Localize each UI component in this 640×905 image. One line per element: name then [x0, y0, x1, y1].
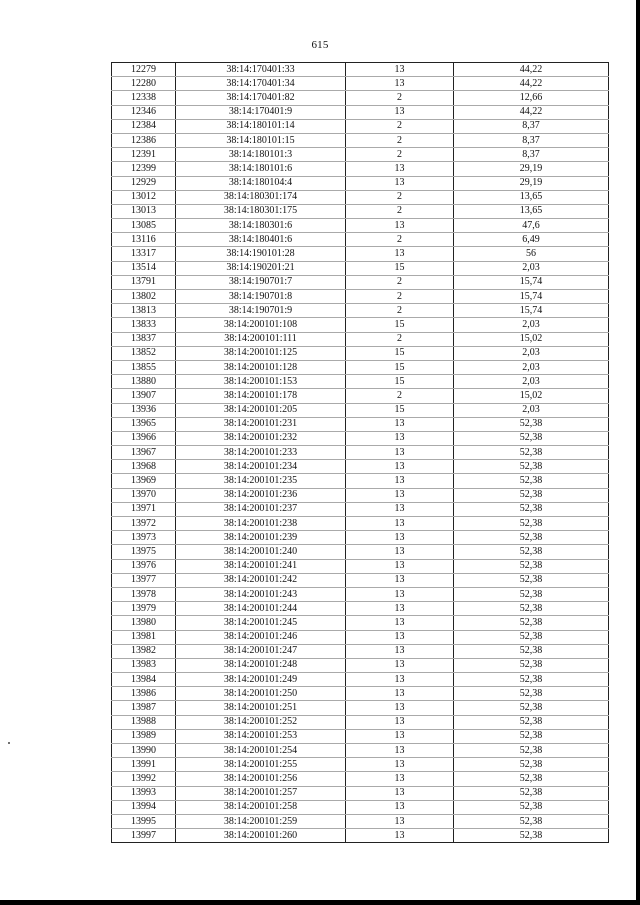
code-cell: 13	[346, 673, 454, 687]
row-number-cell: 13995	[112, 814, 176, 828]
cadastral-number-cell: 38:14:180101:6	[176, 162, 346, 176]
value-cell: 52,38	[454, 729, 609, 743]
table-row	[112, 190, 609, 204]
row-number-cell: 13802	[112, 290, 176, 304]
table-row	[112, 460, 609, 474]
code-cell: 2	[346, 290, 454, 304]
row-number-cell: 13085	[112, 219, 176, 233]
code-cell: 13	[346, 602, 454, 616]
code-cell: 13	[346, 630, 454, 644]
code-cell: 13	[346, 77, 454, 91]
value-cell: 52,38	[454, 630, 609, 644]
row-number-cell: 12346	[112, 105, 176, 119]
code-cell: 2	[346, 233, 454, 247]
value-cell: 15,74	[454, 290, 609, 304]
row-number-cell: 13971	[112, 502, 176, 516]
code-cell: 15	[346, 318, 454, 332]
value-cell: 52,38	[454, 829, 609, 843]
cadastral-number-cell: 38:14:200101:241	[176, 559, 346, 573]
row-number-cell: 13013	[112, 204, 176, 218]
table-row	[112, 758, 609, 772]
cadastral-number-cell: 38:14:200101:252	[176, 715, 346, 729]
value-cell: 44,22	[454, 63, 609, 77]
row-number-cell: 13982	[112, 644, 176, 658]
value-cell: 52,38	[454, 715, 609, 729]
value-cell: 6,49	[454, 233, 609, 247]
row-number-cell: 12386	[112, 133, 176, 147]
code-cell: 2	[346, 275, 454, 289]
code-cell: 2	[346, 133, 454, 147]
row-number-cell: 13936	[112, 403, 176, 417]
value-cell: 2,03	[454, 403, 609, 417]
cadastral-number-cell: 38:14:200101:250	[176, 687, 346, 701]
code-cell: 13	[346, 587, 454, 601]
table-row	[112, 63, 609, 77]
row-number-cell: 13852	[112, 346, 176, 360]
row-number-cell: 13116	[112, 233, 176, 247]
table-row	[112, 247, 609, 261]
table-row	[112, 148, 609, 162]
value-cell: 15,02	[454, 332, 609, 346]
value-cell: 15,74	[454, 304, 609, 318]
cadastral-number-cell: 38:14:200101:233	[176, 446, 346, 460]
code-cell: 13	[346, 644, 454, 658]
code-cell: 13	[346, 701, 454, 715]
value-cell: 52,38	[454, 673, 609, 687]
value-cell: 52,38	[454, 744, 609, 758]
value-cell: 2,03	[454, 318, 609, 332]
value-cell: 44,22	[454, 77, 609, 91]
scan-right-border	[636, 0, 640, 905]
row-number-cell: 13975	[112, 545, 176, 559]
row-number-cell: 12929	[112, 176, 176, 190]
table-row	[112, 800, 609, 814]
table-row	[112, 786, 609, 800]
code-cell: 13	[346, 247, 454, 261]
table-body	[112, 63, 609, 843]
row-number-cell: 13966	[112, 431, 176, 445]
cadastral-number-cell: 38:14:170401:9	[176, 105, 346, 119]
cadastral-number-cell: 38:14:200101:260	[176, 829, 346, 843]
code-cell: 13	[346, 559, 454, 573]
row-number-cell: 13987	[112, 701, 176, 715]
table-row	[112, 389, 609, 403]
table-row	[112, 261, 609, 275]
cadastral-number-cell: 38:14:180301:175	[176, 204, 346, 218]
value-cell: 52,38	[454, 616, 609, 630]
table-row	[112, 304, 609, 318]
cadastral-number-cell: 38:14:200101:240	[176, 545, 346, 559]
table-row	[112, 375, 609, 389]
row-number-cell: 13984	[112, 673, 176, 687]
cadastral-number-cell: 38:14:200101:245	[176, 616, 346, 630]
code-cell: 2	[346, 332, 454, 346]
table-row	[112, 162, 609, 176]
table-row	[112, 616, 609, 630]
value-cell: 13,65	[454, 204, 609, 218]
table-row	[112, 517, 609, 531]
row-number-cell: 13972	[112, 517, 176, 531]
value-cell: 2,03	[454, 375, 609, 389]
value-cell: 52,38	[454, 814, 609, 828]
row-number-cell: 13983	[112, 658, 176, 672]
value-cell: 52,38	[454, 772, 609, 786]
row-number-cell: 13997	[112, 829, 176, 843]
code-cell: 13	[346, 758, 454, 772]
table-row	[112, 658, 609, 672]
value-cell: 15,02	[454, 389, 609, 403]
value-cell: 52,38	[454, 488, 609, 502]
table-row	[112, 573, 609, 587]
row-number-cell: 13970	[112, 488, 176, 502]
code-cell: 13	[346, 460, 454, 474]
scan-bottom-border	[0, 900, 640, 905]
value-cell: 52,38	[454, 431, 609, 445]
value-cell: 52,38	[454, 602, 609, 616]
row-number-cell: 13967	[112, 446, 176, 460]
table-row	[112, 715, 609, 729]
code-cell: 13	[346, 715, 454, 729]
value-cell: 8,37	[454, 119, 609, 133]
code-cell: 2	[346, 91, 454, 105]
code-cell: 13	[346, 417, 454, 431]
code-cell: 15	[346, 403, 454, 417]
row-number-cell: 13979	[112, 602, 176, 616]
code-cell: 15	[346, 346, 454, 360]
code-cell: 13	[346, 517, 454, 531]
table-row	[112, 488, 609, 502]
cadastral-number-cell: 38:14:200101:249	[176, 673, 346, 687]
scan-speck	[8, 742, 10, 744]
cadastral-table	[111, 62, 609, 843]
row-number-cell: 13986	[112, 687, 176, 701]
cadastral-number-cell: 38:14:200101:257	[176, 786, 346, 800]
value-cell: 2,03	[454, 346, 609, 360]
cadastral-number-cell: 38:14:200101:236	[176, 488, 346, 502]
table-row	[112, 77, 609, 91]
code-cell: 13	[346, 105, 454, 119]
table-row	[112, 772, 609, 786]
value-cell: 52,38	[454, 517, 609, 531]
code-cell: 13	[346, 573, 454, 587]
row-number-cell: 12338	[112, 91, 176, 105]
code-cell: 13	[346, 502, 454, 516]
value-cell: 47,6	[454, 219, 609, 233]
cadastral-number-cell: 38:14:200101:238	[176, 517, 346, 531]
cadastral-number-cell: 38:14:180101:14	[176, 119, 346, 133]
code-cell: 13	[346, 814, 454, 828]
table-row	[112, 630, 609, 644]
table-row	[112, 587, 609, 601]
row-number-cell: 13981	[112, 630, 176, 644]
table-row	[112, 275, 609, 289]
value-cell: 52,38	[454, 474, 609, 488]
value-cell: 52,38	[454, 446, 609, 460]
code-cell: 13	[346, 162, 454, 176]
row-number-cell: 12280	[112, 77, 176, 91]
row-number-cell: 13991	[112, 758, 176, 772]
value-cell: 29,19	[454, 162, 609, 176]
table-row	[112, 360, 609, 374]
row-number-cell: 13978	[112, 587, 176, 601]
cadastral-number-cell: 38:14:200101:108	[176, 318, 346, 332]
cadastral-number-cell: 38:14:180401:6	[176, 233, 346, 247]
row-number-cell: 12279	[112, 63, 176, 77]
table-row	[112, 119, 609, 133]
table-row	[112, 204, 609, 218]
code-cell: 13	[346, 829, 454, 843]
table-row	[112, 502, 609, 516]
value-cell: 44,22	[454, 105, 609, 119]
row-number-cell: 13973	[112, 531, 176, 545]
value-cell: 52,38	[454, 573, 609, 587]
cadastral-number-cell: 38:14:200101:255	[176, 758, 346, 772]
value-cell: 8,37	[454, 148, 609, 162]
table-row	[112, 474, 609, 488]
cadastral-number-cell: 38:14:180301:6	[176, 219, 346, 233]
cadastral-number-cell: 38:14:200101:232	[176, 431, 346, 445]
cadastral-number-cell: 38:14:190701:8	[176, 290, 346, 304]
code-cell: 13	[346, 744, 454, 758]
code-cell: 13	[346, 488, 454, 502]
cadastral-number-cell: 38:14:190701:7	[176, 275, 346, 289]
row-number-cell: 13988	[112, 715, 176, 729]
code-cell: 13	[346, 786, 454, 800]
code-cell: 15	[346, 360, 454, 374]
value-cell: 52,38	[454, 658, 609, 672]
code-cell: 2	[346, 204, 454, 218]
value-cell: 52,38	[454, 531, 609, 545]
code-cell: 13	[346, 446, 454, 460]
row-number-cell: 13980	[112, 616, 176, 630]
row-number-cell: 13791	[112, 275, 176, 289]
table-row	[112, 233, 609, 247]
cadastral-number-cell: 38:14:200101:242	[176, 573, 346, 587]
table-row	[112, 701, 609, 715]
row-number-cell: 12384	[112, 119, 176, 133]
row-number-cell: 13833	[112, 318, 176, 332]
value-cell: 52,38	[454, 701, 609, 715]
cadastral-number-cell: 38:14:170401:82	[176, 91, 346, 105]
row-number-cell: 13989	[112, 729, 176, 743]
table-row	[112, 559, 609, 573]
value-cell: 52,38	[454, 587, 609, 601]
cadastral-number-cell: 38:14:200101:254	[176, 744, 346, 758]
cadastral-number-cell: 38:14:200101:239	[176, 531, 346, 545]
table-row	[112, 290, 609, 304]
code-cell: 2	[346, 190, 454, 204]
row-number-cell: 13994	[112, 800, 176, 814]
value-cell: 13,65	[454, 190, 609, 204]
row-number-cell: 13993	[112, 786, 176, 800]
code-cell: 2	[346, 119, 454, 133]
row-number-cell: 13514	[112, 261, 176, 275]
table-row	[112, 545, 609, 559]
cadastral-number-cell: 38:14:200101:243	[176, 587, 346, 601]
table-row	[112, 446, 609, 460]
cadastral-number-cell: 38:14:200101:235	[176, 474, 346, 488]
value-cell: 12,66	[454, 91, 609, 105]
row-number-cell: 13990	[112, 744, 176, 758]
table-row	[112, 91, 609, 105]
cadastral-number-cell: 38:14:200101:178	[176, 389, 346, 403]
value-cell: 2,03	[454, 360, 609, 374]
code-cell: 13	[346, 800, 454, 814]
cadastral-number-cell: 38:14:200101:251	[176, 701, 346, 715]
table-row	[112, 105, 609, 119]
cadastral-number-cell: 38:14:200101:258	[176, 800, 346, 814]
table-row	[112, 729, 609, 743]
table-row	[112, 531, 609, 545]
code-cell: 15	[346, 261, 454, 275]
cadastral-number-cell: 38:14:200101:205	[176, 403, 346, 417]
code-cell: 13	[346, 474, 454, 488]
cadastral-number-cell: 38:14:200101:111	[176, 332, 346, 346]
cadastral-number-cell: 38:14:190201:21	[176, 261, 346, 275]
code-cell: 13	[346, 729, 454, 743]
code-cell: 13	[346, 772, 454, 786]
table-row	[112, 417, 609, 431]
value-cell: 52,38	[454, 687, 609, 701]
cadastral-number-cell: 38:14:180101:15	[176, 133, 346, 147]
cadastral-number-cell: 38:14:190701:9	[176, 304, 346, 318]
value-cell: 52,38	[454, 800, 609, 814]
code-cell: 13	[346, 531, 454, 545]
cadastral-number-cell: 38:14:200101:125	[176, 346, 346, 360]
code-cell: 2	[346, 304, 454, 318]
table-row	[112, 602, 609, 616]
cadastral-number-cell: 38:14:170401:34	[176, 77, 346, 91]
value-cell: 52,38	[454, 786, 609, 800]
cadastral-number-cell: 38:14:200101:231	[176, 417, 346, 431]
cadastral-number-cell: 38:14:200101:128	[176, 360, 346, 374]
table-row	[112, 431, 609, 445]
code-cell: 13	[346, 687, 454, 701]
table-row	[112, 176, 609, 190]
row-number-cell: 13880	[112, 375, 176, 389]
row-number-cell: 13976	[112, 559, 176, 573]
table-row	[112, 814, 609, 828]
cadastral-number-cell: 38:14:200101:259	[176, 814, 346, 828]
value-cell: 56	[454, 247, 609, 261]
row-number-cell: 13992	[112, 772, 176, 786]
code-cell: 2	[346, 389, 454, 403]
row-number-cell: 13317	[112, 247, 176, 261]
row-number-cell: 13907	[112, 389, 176, 403]
value-cell: 29,19	[454, 176, 609, 190]
value-cell: 52,38	[454, 502, 609, 516]
row-number-cell: 13969	[112, 474, 176, 488]
value-cell: 52,38	[454, 460, 609, 474]
cadastral-number-cell: 38:14:180101:3	[176, 148, 346, 162]
row-number-cell: 12399	[112, 162, 176, 176]
cadastral-number-cell: 38:14:180104:4	[176, 176, 346, 190]
table-row	[112, 403, 609, 417]
cadastral-number-cell: 38:14:200101:253	[176, 729, 346, 743]
cadastral-number-cell: 38:14:200101:247	[176, 644, 346, 658]
table-row	[112, 346, 609, 360]
code-cell: 13	[346, 431, 454, 445]
row-number-cell: 13968	[112, 460, 176, 474]
cadastral-number-cell: 38:14:200101:256	[176, 772, 346, 786]
cadastral-number-cell: 38:14:200101:153	[176, 375, 346, 389]
code-cell: 13	[346, 545, 454, 559]
value-cell: 52,38	[454, 758, 609, 772]
cadastral-number-cell: 38:14:190101:28	[176, 247, 346, 261]
cadastral-number-cell: 38:14:180301:174	[176, 190, 346, 204]
code-cell: 13	[346, 219, 454, 233]
row-number-cell: 13855	[112, 360, 176, 374]
code-cell: 13	[346, 176, 454, 190]
cadastral-number-cell: 38:14:170401:33	[176, 63, 346, 77]
table-row	[112, 829, 609, 843]
page-number: 615	[311, 39, 329, 51]
table-row	[112, 133, 609, 147]
code-cell: 2	[346, 148, 454, 162]
cadastral-number-cell: 38:14:200101:246	[176, 630, 346, 644]
cadastral-number-cell: 38:14:200101:244	[176, 602, 346, 616]
value-cell: 52,38	[454, 417, 609, 431]
value-cell: 52,38	[454, 559, 609, 573]
row-number-cell: 13012	[112, 190, 176, 204]
value-cell: 15,74	[454, 275, 609, 289]
table-row	[112, 687, 609, 701]
value-cell: 2,03	[454, 261, 609, 275]
code-cell: 15	[346, 375, 454, 389]
cadastral-number-cell: 38:14:200101:237	[176, 502, 346, 516]
code-cell: 13	[346, 616, 454, 630]
row-number-cell: 13837	[112, 332, 176, 346]
code-cell: 13	[346, 658, 454, 672]
value-cell: 52,38	[454, 644, 609, 658]
table-row	[112, 332, 609, 346]
row-number-cell: 12391	[112, 148, 176, 162]
table-row	[112, 673, 609, 687]
value-cell: 52,38	[454, 545, 609, 559]
row-number-cell: 13813	[112, 304, 176, 318]
cadastral-number-cell: 38:14:200101:248	[176, 658, 346, 672]
row-number-cell: 13977	[112, 573, 176, 587]
code-cell: 13	[346, 63, 454, 77]
row-number-cell: 13965	[112, 417, 176, 431]
value-cell: 8,37	[454, 133, 609, 147]
table-row	[112, 744, 609, 758]
table-row	[112, 318, 609, 332]
cadastral-number-cell: 38:14:200101:234	[176, 460, 346, 474]
table-row	[112, 644, 609, 658]
table-row	[112, 219, 609, 233]
